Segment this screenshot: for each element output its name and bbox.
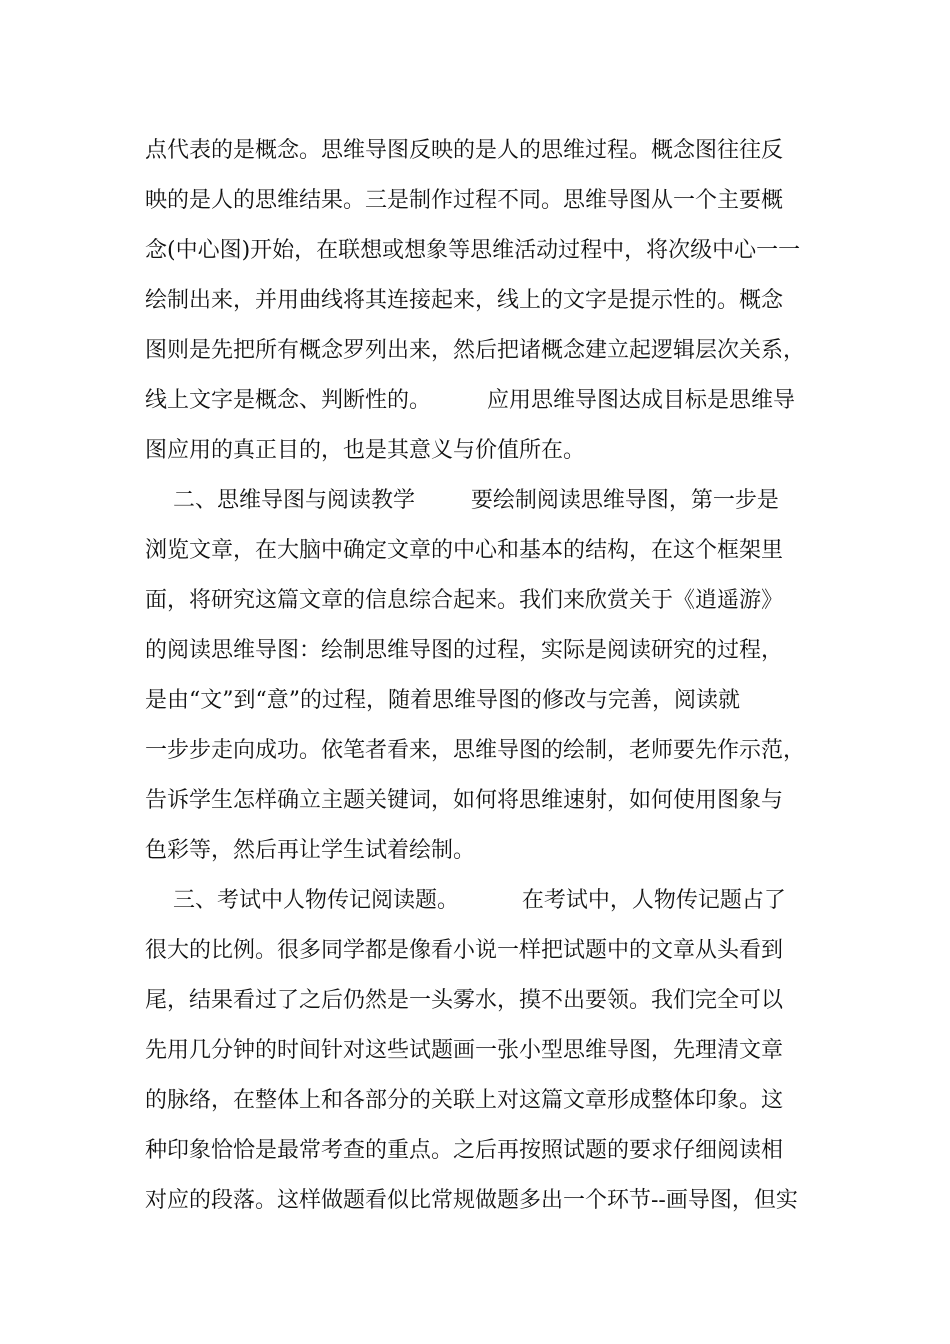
- section-heading-line: 三、考试中人物传记阅读题。 在考试中，人物传记题占了: [145, 888, 786, 913]
- text-line: 图应用的真正目的，也是其意义与价值所在。: [145, 438, 586, 463]
- text-line: 的阅读思维导图：绘制思维导图的过程，实际是阅读研究的过程，: [145, 638, 784, 663]
- text-line: 点代表的是概念。思维导图反映的是人的思维过程。概念图往往反: [145, 138, 784, 163]
- text-line: 浏览文章，在大脑中确定文章的中心和基本的结构，在这个框架里: [145, 538, 784, 563]
- text-line: 先用几分钟的时间针对这些试题画一张小型思维导图，先理清文章: [145, 1038, 784, 1063]
- text-line: 是由“文”到“意”的过程，随着思维导图的修改与完善，阅读就: [145, 688, 740, 713]
- text-line: 告诉学生怎样确立主题关键词，如何将思维速射，如何使用图象与: [145, 788, 784, 813]
- text-line: 映的是人的思维结果。三是制作过程不同。思维导图从一个主要概: [145, 188, 784, 213]
- text-line: 图则是先把所有概念罗列出来，然后把诸概念建立起逻辑层次关系，: [145, 338, 806, 363]
- text-line: 种印象恰恰是最常考查的重点。之后再按照试题的要求仔细阅读相: [145, 1138, 784, 1163]
- text-line: 念(中心图)开始，在联想或想象等思维活动过程中，将次级中心一一: [145, 238, 801, 263]
- text-line: 线上文字是概念、判断性的。 应用思维导图达成目标是思维导: [145, 388, 795, 413]
- text-line: 对应的段落。这样做题看似比常规做题多出一个环节--画导图，但实: [145, 1188, 798, 1213]
- text-line: 很大的比例。很多同学都是像看小说一样把试题中的文章从头看到: [145, 938, 784, 963]
- text-line: 一步步走向成功。依笔者看来，思维导图的绘制，老师要先作示范，: [145, 738, 806, 763]
- document-body: [145, 126, 815, 1226]
- text-line: 面，将研究这篇文章的信息综合起来。我们来欣赏关于《逍遥游》: [145, 588, 784, 613]
- text-line: 绘制出来，并用曲线将其连接起来，线上的文字是提示性的。概念: [145, 288, 784, 313]
- section-heading-line: 二、思维导图与阅读教学 要绘制阅读思维导图，第一步是: [145, 488, 779, 513]
- text-line: 的脉络，在整体上和各部分的关联上对这篇文章形成整体印象。这: [145, 1088, 784, 1113]
- text-line: 色彩等，然后再让学生试着绘制。: [145, 838, 476, 863]
- text-line: 尾，结果看过了之后仍然是一头雾水，摸不出要领。我们完全可以: [145, 988, 784, 1013]
